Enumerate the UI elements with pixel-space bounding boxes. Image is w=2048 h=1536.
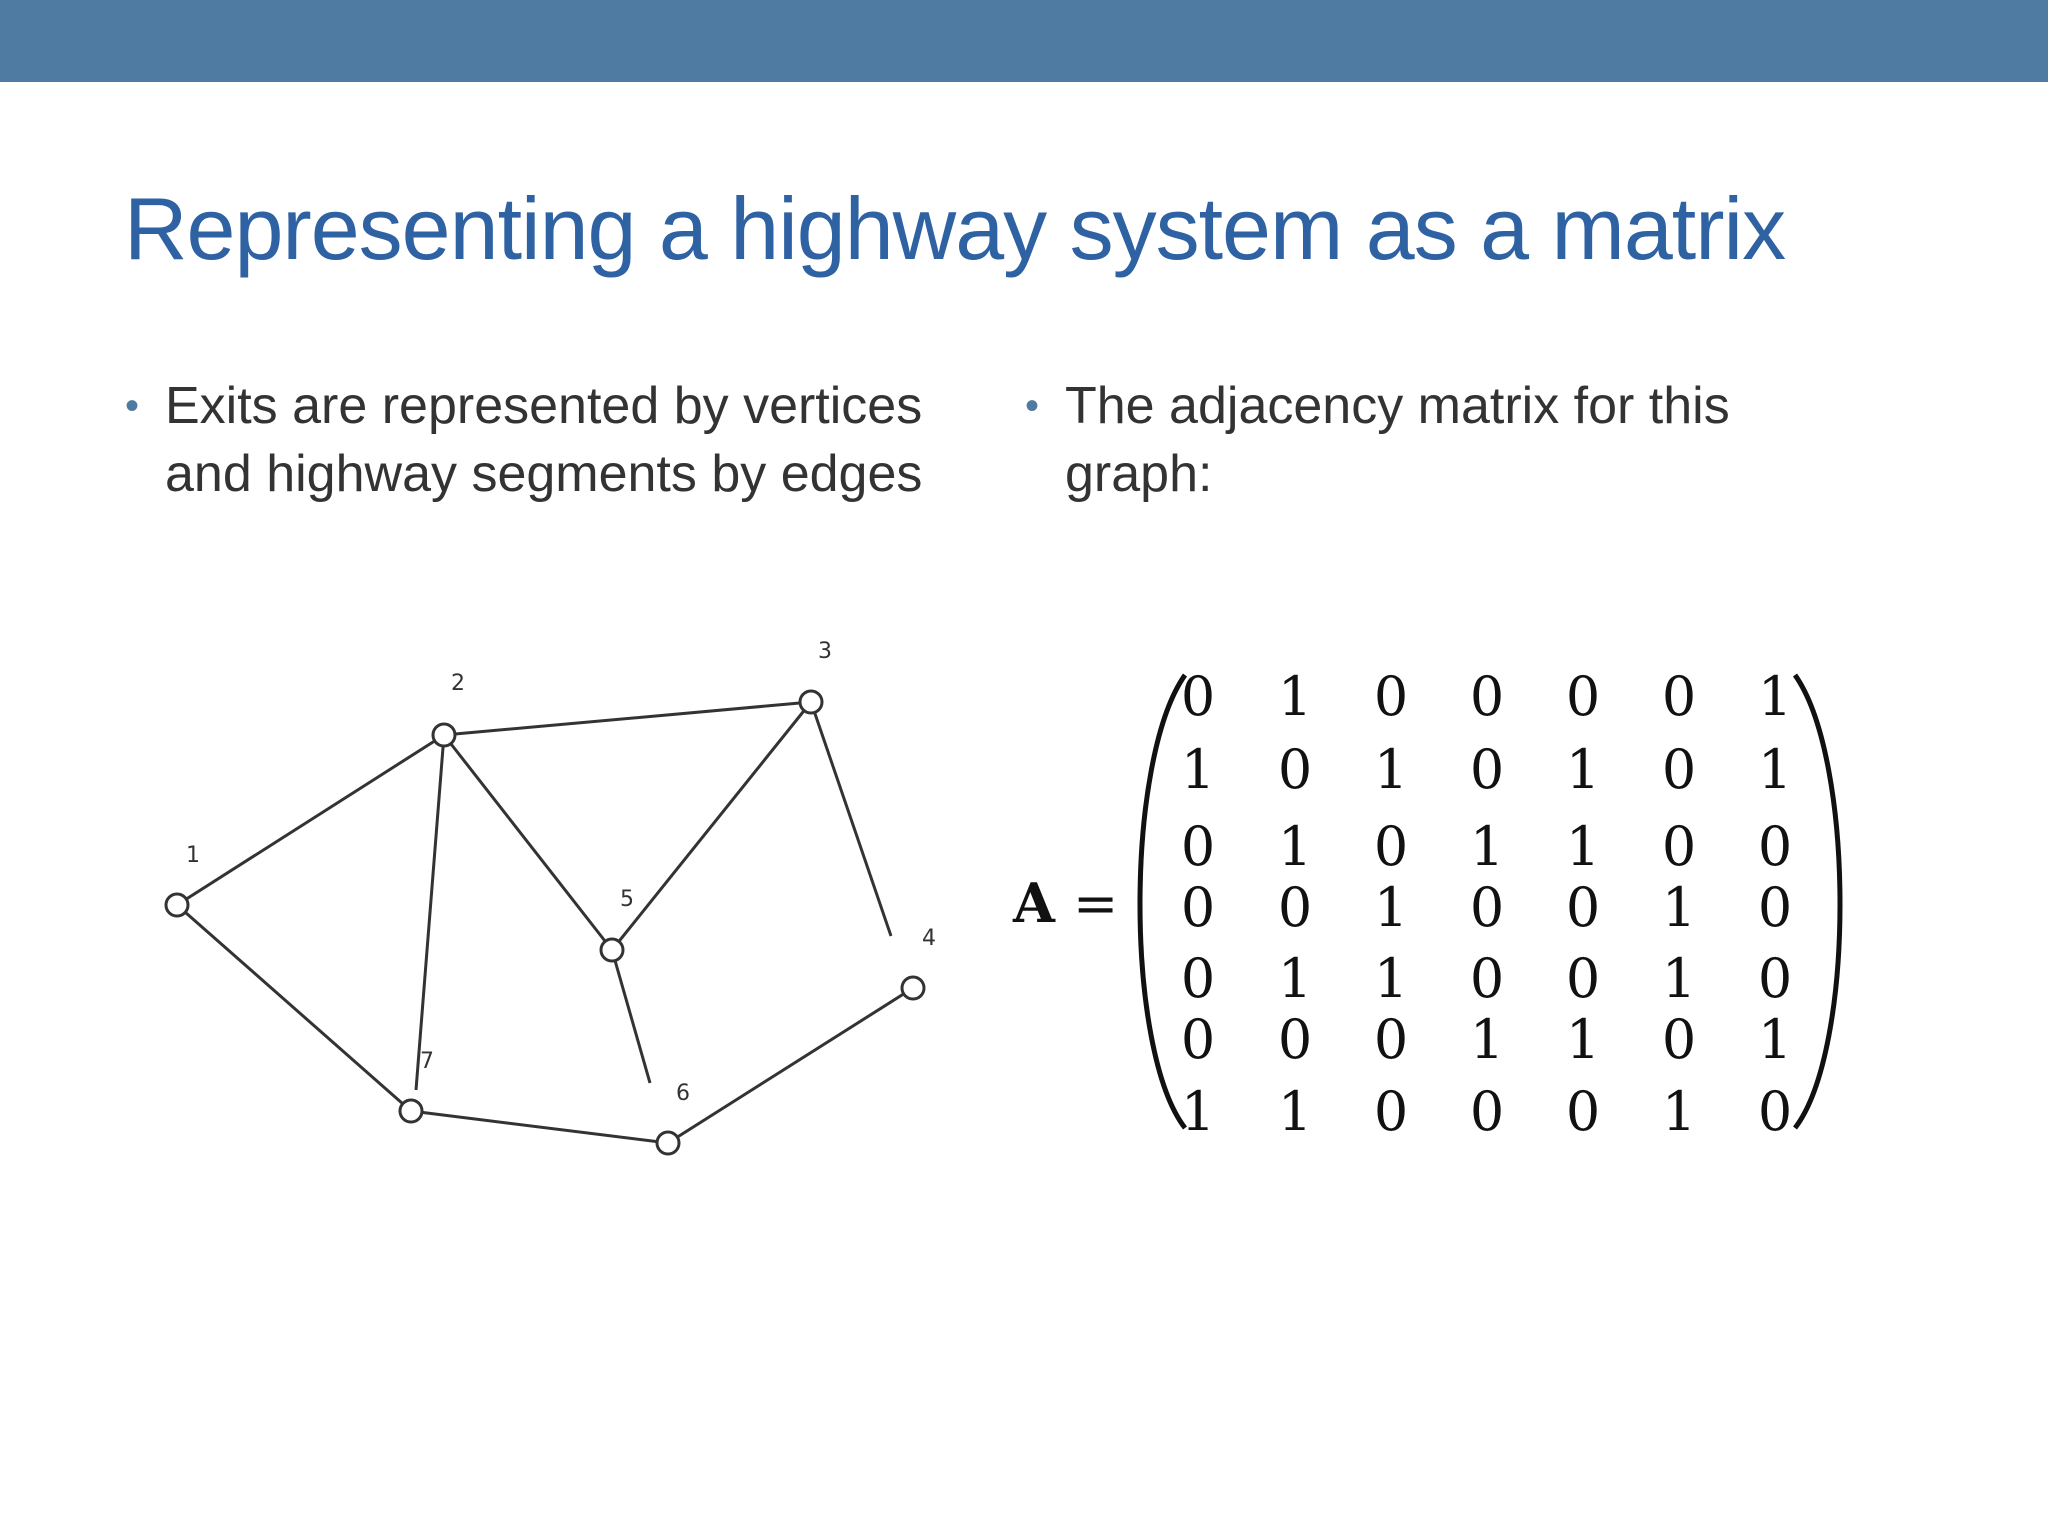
matrix-cell: 1 bbox=[1661, 876, 1697, 939]
matrix-cell: 1 bbox=[1565, 738, 1601, 801]
matrix-cell: 0 bbox=[1565, 876, 1601, 939]
matrix-cell: 0 bbox=[1277, 1008, 1313, 1071]
bullet-line: The adjacency matrix for this bbox=[1065, 377, 1730, 435]
bullet-line: Exits are represented by vertices bbox=[165, 377, 923, 435]
matrix-cell: 1 bbox=[1757, 1008, 1793, 1071]
vertex-label: 3 bbox=[818, 639, 832, 664]
matrix-cell: 1 bbox=[1277, 665, 1313, 728]
vertex-label: 7 bbox=[420, 1049, 434, 1074]
left-paren bbox=[1140, 675, 1185, 1128]
matrix-cell: 0 bbox=[1469, 947, 1505, 1010]
matrix-cell: 1 bbox=[1277, 815, 1313, 878]
matrix-cell: 1 bbox=[1373, 876, 1409, 939]
matrix-cell: 0 bbox=[1373, 665, 1409, 728]
vertex-label: 2 bbox=[451, 671, 465, 696]
matrix-cell: 0 bbox=[1469, 1080, 1505, 1143]
bullet-dot-icon: • bbox=[1025, 384, 1040, 428]
vertex-label: 6 bbox=[676, 1081, 690, 1106]
matrix-cell: 0 bbox=[1757, 947, 1793, 1010]
matrix-cell: 1 bbox=[1469, 1008, 1505, 1071]
matrix-cell: 0 bbox=[1757, 815, 1793, 878]
matrix-cell: 1 bbox=[1180, 1080, 1216, 1143]
matrix-cell: 0 bbox=[1469, 738, 1505, 801]
matrix-cell: 1 bbox=[1565, 1008, 1601, 1071]
matrix-symbol: A bbox=[1013, 871, 1055, 935]
matrix-cell: 0 bbox=[1180, 815, 1216, 878]
matrix-cell: 0 bbox=[1565, 947, 1601, 1010]
right-paren bbox=[1795, 675, 1840, 1128]
bullet-dot-icon: • bbox=[125, 384, 140, 428]
matrix-cell: 1 bbox=[1661, 947, 1697, 1010]
matrix-cell: 0 bbox=[1277, 876, 1313, 939]
matrix-cell: 0 bbox=[1180, 665, 1216, 728]
matrix-cell: 1 bbox=[1565, 815, 1601, 878]
matrix-cell: 1 bbox=[1277, 947, 1313, 1010]
matrix-cell: 1 bbox=[1373, 738, 1409, 801]
matrix-cell: 0 bbox=[1180, 947, 1216, 1010]
bullet-line: and highway segments by edges bbox=[165, 445, 923, 503]
matrix-cell: 0 bbox=[1661, 815, 1697, 878]
matrix-cell: 1 bbox=[1661, 1080, 1697, 1143]
matrix-cell: 0 bbox=[1757, 876, 1793, 939]
matrix-cell: 0 bbox=[1565, 665, 1601, 728]
matrix-cell: 0 bbox=[1469, 665, 1505, 728]
matrix-cell: 0 bbox=[1373, 815, 1409, 878]
matrix-cell: 0 bbox=[1277, 738, 1313, 801]
matrix-cell: 0 bbox=[1373, 1080, 1409, 1143]
vertex-label: 1 bbox=[186, 843, 200, 868]
matrix-cell: 0 bbox=[1661, 738, 1697, 801]
matrix-cell: 0 bbox=[1373, 1008, 1409, 1071]
matrix-cell: 1 bbox=[1757, 665, 1793, 728]
matrix-cell: 1 bbox=[1469, 815, 1505, 878]
bullet-line: graph: bbox=[1065, 445, 1213, 503]
matrix-cell: 0 bbox=[1661, 1008, 1697, 1071]
matrix-cell: 1 bbox=[1757, 738, 1793, 801]
matrix-cell: 0 bbox=[1180, 1008, 1216, 1071]
matrix-cell: 1 bbox=[1277, 1080, 1313, 1143]
matrix-cell: 0 bbox=[1469, 876, 1505, 939]
equals-sign: = bbox=[1073, 872, 1119, 935]
matrix-cell: 0 bbox=[1661, 665, 1697, 728]
slide-title: Representing a highway system as a matrix bbox=[124, 179, 1786, 278]
vertex-label: 5 bbox=[620, 887, 634, 912]
matrix-cell: 0 bbox=[1180, 876, 1216, 939]
vertex-label: 4 bbox=[922, 926, 936, 951]
matrix-cell: 1 bbox=[1373, 947, 1409, 1010]
matrix-cell: 1 bbox=[1180, 738, 1216, 801]
matrix-cell: 0 bbox=[1565, 1080, 1601, 1143]
matrix-cell: 0 bbox=[1757, 1080, 1793, 1143]
